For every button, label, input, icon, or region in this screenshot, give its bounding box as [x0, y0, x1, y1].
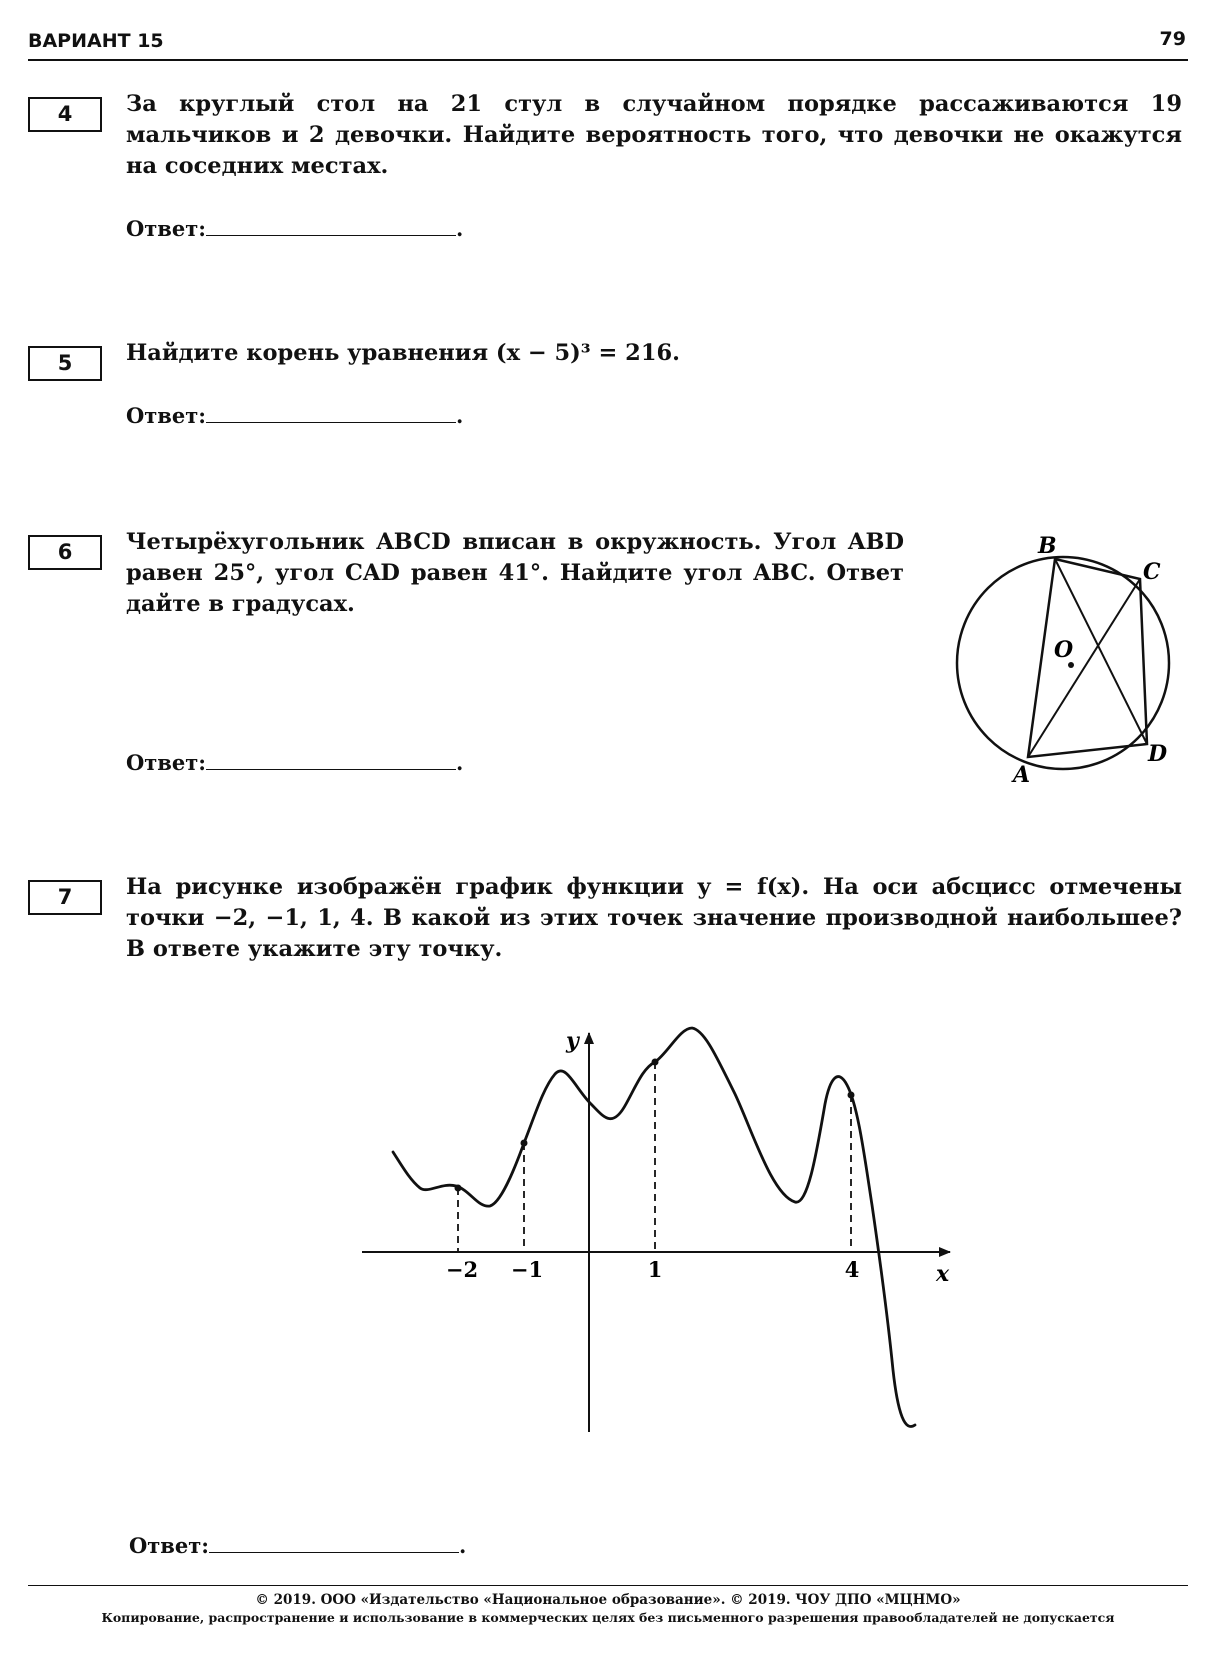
- footer-notice: Копирование, распространение и использование в коммерческих целях без письменного разрешения правообладателей не допускается: [101, 1610, 1115, 1625]
- point-minus-2: [455, 1185, 462, 1192]
- task-6-answer[interactable]: Ответ: .: [126, 750, 464, 775]
- answer-line[interactable]: [209, 1551, 459, 1553]
- vertex-label-b: B: [1038, 533, 1057, 559]
- point-minus-1: [521, 1140, 528, 1147]
- y-axis-label: y: [566, 1028, 579, 1054]
- task-7-answer[interactable]: Ответ: .: [129, 1533, 467, 1558]
- task-5-text: Найдите корень уравнения (x − 5)³ = 216.: [126, 340, 680, 366]
- tick-label-minus-1: −1: [510, 1257, 544, 1282]
- task-5-number: 5: [28, 346, 102, 381]
- task-6-text: Четырёхугольник ABCD вписан в окружность. Угол ABD равен 25°, угол CAD равен 41°. Найдите угол ABC. Ответ дайте в градусах.: [126, 529, 904, 617]
- task-6-number: 6: [28, 535, 102, 570]
- task-7-text: На рисунке изображён график функции y = f(x). На оси абсцисс отмечены точки −2, −1, 1, 4. В какой из этих точек значение производной наибольшее? В ответе укажите эту точку.: [126, 874, 1182, 962]
- center-label-o: O: [1054, 637, 1074, 663]
- tick-label-minus-2: −2: [445, 1257, 479, 1282]
- variant-title: ВАРИАНТ 15: [28, 30, 164, 52]
- task-4-answer[interactable]: Ответ: .: [126, 216, 464, 241]
- vertex-label-d: D: [1148, 741, 1168, 767]
- answer-label: Ответ:: [126, 750, 207, 775]
- task-4-number: 4: [28, 97, 102, 132]
- vertex-label-a: A: [1013, 762, 1031, 788]
- page-number: 79: [1159, 28, 1186, 50]
- tick-label-1: 1: [647, 1257, 663, 1282]
- point-1: [652, 1059, 659, 1066]
- answer-label: Ответ:: [126, 216, 207, 241]
- tick-label-4: 4: [844, 1257, 860, 1282]
- task-4-text: За круглый стол на 21 стул в случайном порядке рассаживаются 19 мальчиков и 2 девочки. Найдите вероятность того, что девочки не окажутся на соседних местах.: [126, 91, 1182, 179]
- answer-label: Ответ:: [126, 403, 207, 428]
- point-4: [848, 1092, 855, 1099]
- footer-copyright: © 2019. ООО «Издательство «Национальное образование». © 2019. ЧОУ ДПО «МЦНМО»: [255, 1592, 961, 1608]
- task-7-number: 7: [28, 880, 102, 915]
- x-axis-label: x: [936, 1261, 950, 1287]
- footer-divider: [28, 1585, 1188, 1586]
- task-5-answer[interactable]: Ответ: .: [126, 403, 464, 428]
- answer-label: Ответ:: [129, 1533, 210, 1558]
- function-curve: [393, 1028, 915, 1427]
- vertex-label-c: C: [1143, 559, 1161, 585]
